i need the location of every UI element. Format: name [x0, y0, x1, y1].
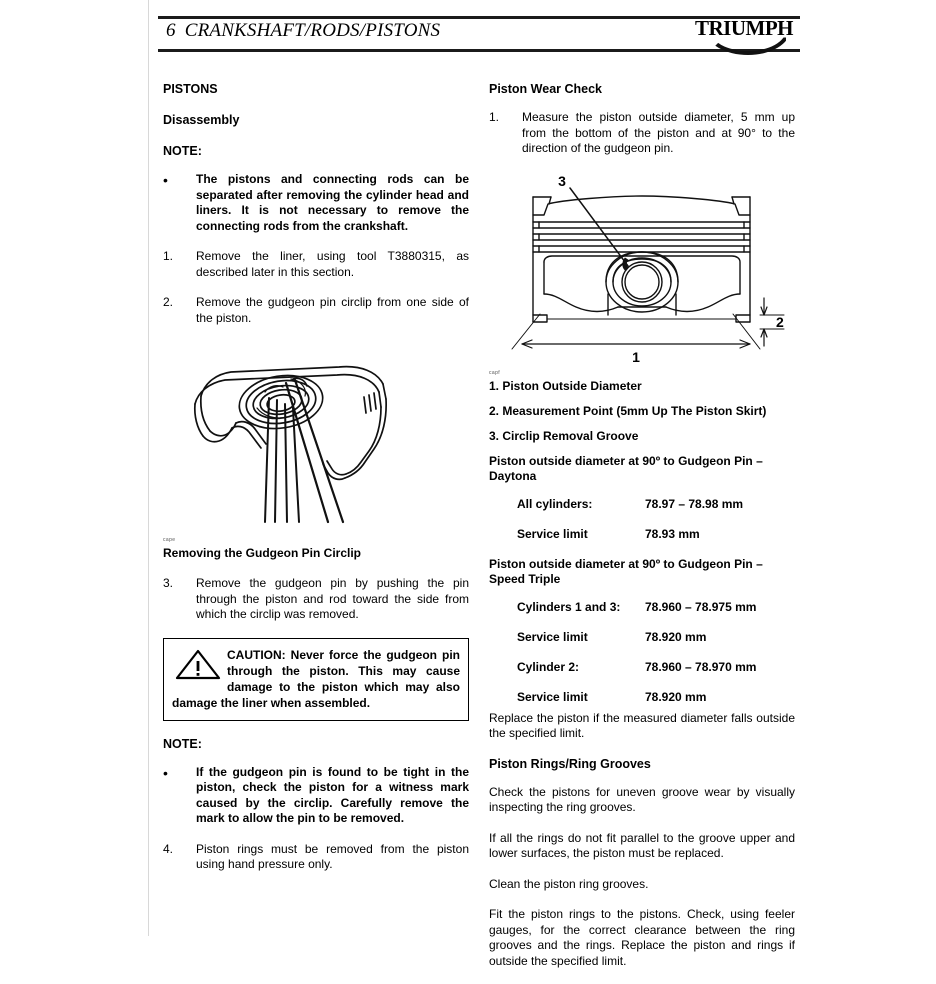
note-bullet-2 — [163, 765, 469, 827]
bullet-glyph-2: • — [163, 764, 168, 781]
page-number: 6 — [166, 20, 176, 41]
spec-row — [489, 630, 795, 645]
figure-artifact-right: capf — [489, 369, 501, 376]
step-1-number: 1. — [163, 249, 174, 263]
note-bullet-1 — [163, 172, 469, 234]
step-3-text: Remove the gudgeon pin by pushing the pin through the piston and rod toward the side from which the circlip was removed. — [196, 576, 469, 621]
note-label-2: NOTE: — [163, 736, 202, 751]
page-header-title — [166, 20, 440, 42]
step-1-text: Remove the liner, using tool T3880315, as described later in this section. — [196, 249, 469, 279]
spec-value: 78.920 mm — [645, 629, 707, 644]
spec-value: 78.920 mm — [645, 689, 707, 704]
piston-wear-check-heading: Piston Wear Check — [489, 82, 603, 96]
spec-heading-speed-triple: Piston outside diameter at 90º to Gudgeon Pin – Speed Triple — [489, 556, 763, 586]
wear-step-1 — [489, 110, 795, 157]
figure-caption-circlip: Removing the Gudgeon Pin Circlip — [163, 546, 362, 560]
step-4 — [163, 842, 469, 873]
spec-label: Cylinder 2: — [517, 659, 580, 674]
triumph-wordmark: TRIUMPH — [695, 16, 793, 40]
spec-value: 78.960 – 78.975 mm — [645, 599, 757, 614]
figure-artifact-left: cape — [163, 537, 176, 543]
rings-paragraph-1: Check the pistons for uneven groove wear by visually inspecting the ring grooves. — [489, 784, 795, 814]
spec-label: Service limit — [517, 629, 588, 644]
figure-piston-cross-section — [492, 174, 792, 370]
spec-value: 78.960 – 78.970 mm — [645, 659, 757, 674]
spec-row — [489, 497, 795, 512]
step-2 — [163, 295, 469, 326]
replace-paragraph: Replace the piston if the measured diameter falls outside the specified limit. — [489, 710, 795, 740]
step-2-text: Remove the gudgeon pin circlip from one side of the piston. — [196, 295, 469, 325]
spec-row — [489, 660, 795, 675]
note-bullet-2-text: If the gudgeon pin is found to be tight in the piston, check the piston for a witness mark caused by the circlip. Carefully remove the mark to allow the pin to be removed. — [196, 764, 469, 825]
piston-callout-label-1: 1 — [632, 349, 640, 365]
rings-grooves-heading: Piston Rings/Ring Grooves — [489, 756, 651, 771]
step-1 — [163, 249, 469, 280]
spec-row — [489, 600, 795, 615]
spec-label: Service limit — [517, 526, 588, 541]
pistons-heading: PISTONS — [163, 82, 218, 96]
callout-3: 3. Circlip Removal Groove — [489, 428, 639, 443]
spec-value: 78.97 – 78.98 mm — [645, 496, 744, 511]
note-label: NOTE: — [163, 144, 202, 158]
callout-1: 1. Piston Outside Diameter — [489, 378, 642, 393]
callout-2: 2. Measurement Point (5mm Up The Piston Skirt) — [489, 403, 767, 418]
piston-callout-label-2: 2 — [776, 314, 784, 330]
scan-edge-line — [148, 0, 149, 936]
rings-paragraph-4: Fit the piston rings to the pistons. Check, using feeler gauges, for the correct clearance between the ring grooves and the rings. Replace the piston and rings if outside the specified limit. — [489, 907, 795, 968]
step-3-number: 3. — [163, 576, 174, 590]
note-bullet-1-text: The pistons and connecting rods can be separated after removing the cylinder head and liners. It is not necessary to remove the connecting rods from the crankshaft. — [196, 172, 469, 233]
spec-label: Cylinders 1 and 3: — [517, 599, 621, 614]
section-title: CRANKSHAFT/RODS/PISTONS — [184, 20, 441, 41]
spec-heading-daytona: Piston outside diameter at 90º to Gudgeon Pin – Daytona — [489, 453, 763, 483]
warning-triangle-icon — [175, 648, 221, 680]
caution-text: CAUTION: Never force the gudgeon pin through the piston. This may cause damage to the piston which may also damage the liner when assembled. — [172, 647, 460, 710]
piston-callout-label-3: 3 — [558, 173, 566, 189]
step-4-text: Piston rings must be removed from the piston using hand pressure only. — [196, 841, 469, 871]
caution-box — [163, 638, 469, 721]
disassembly-subheading: Disassembly — [163, 113, 240, 127]
spec-label: Service limit — [517, 689, 588, 704]
bullet-glyph: • — [163, 172, 168, 188]
header-rule-bottom — [158, 49, 800, 52]
rings-paragraph-3: Clean the piston ring grooves. — [489, 876, 649, 891]
step-3 — [163, 576, 469, 623]
spec-row — [489, 690, 795, 705]
spec-label: All cylinders: — [517, 496, 593, 511]
step-4-number: 4. — [163, 841, 174, 856]
wear-step-1-number: 1. — [489, 110, 500, 124]
triumph-logo — [688, 17, 800, 48]
figure-circlip-removal — [165, 352, 415, 522]
spec-row — [489, 527, 795, 542]
step-2-number: 2. — [163, 295, 174, 309]
rings-paragraph-2: If all the rings do not fit parallel to the groove upper and lower surfaces, the piston must be replaced. — [489, 830, 795, 860]
wear-step-1-text: Measure the piston outside diameter, 5 mm up from the bottom of the piston and at 90° to the direction of the gudgeon pin. — [522, 110, 795, 155]
spec-value: 78.93 mm — [645, 526, 700, 541]
